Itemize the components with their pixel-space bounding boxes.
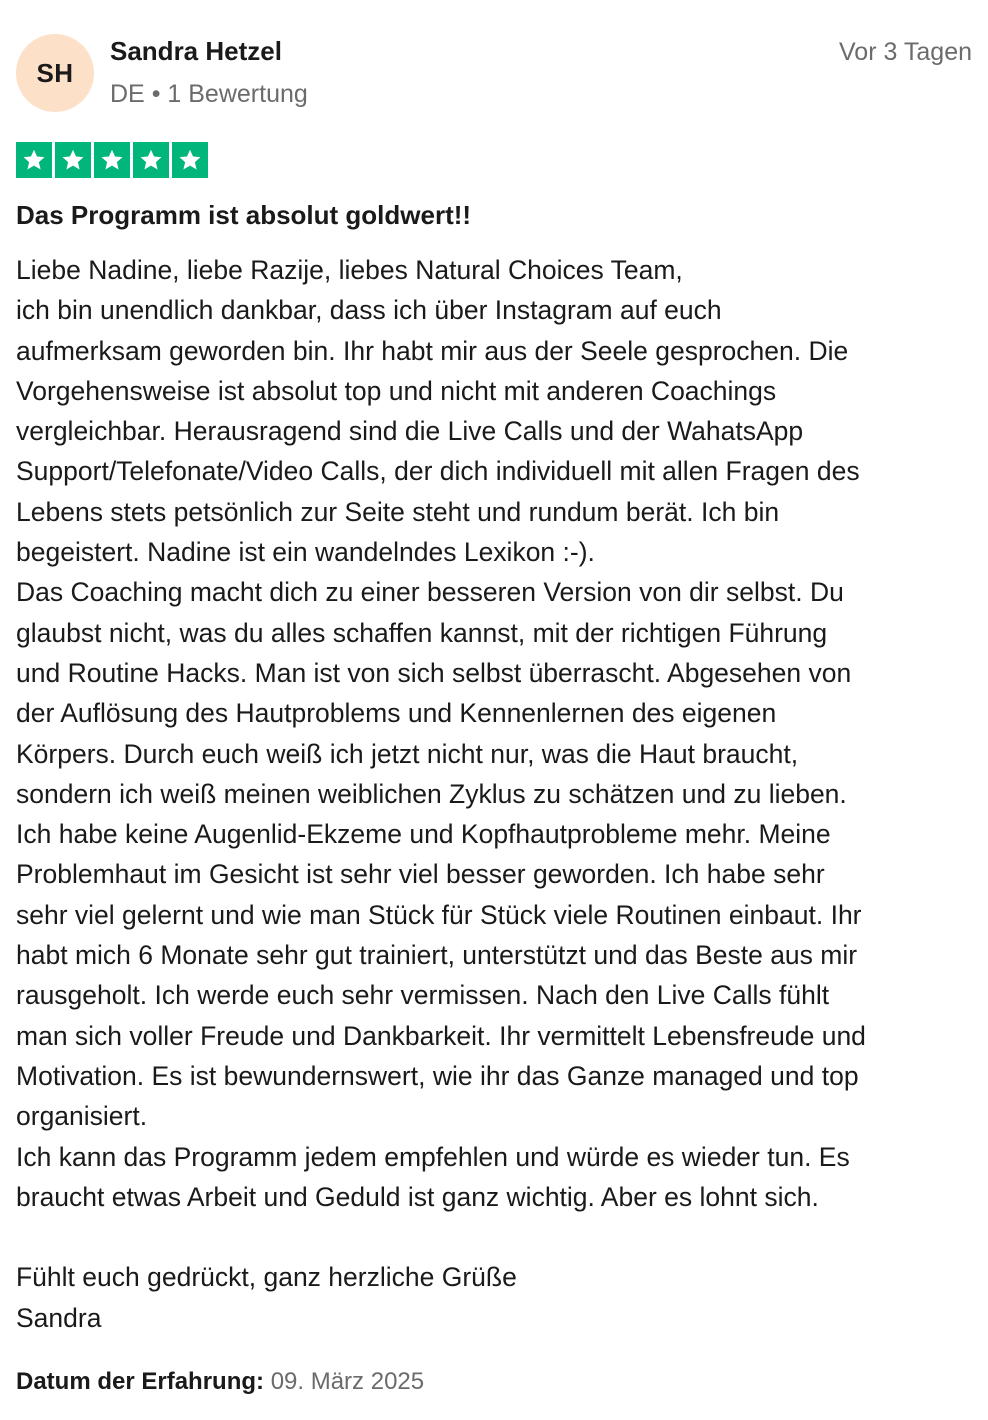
- review-title[interactable]: Das Programm ist absolut goldwert!!: [16, 200, 472, 230]
- review-body-line: begeistert. Nadine ist ein wandelndes Lexikon :-).: [16, 537, 595, 568]
- experience-date-value: 09. März 2025: [270, 1368, 425, 1395]
- star-rating: [16, 142, 208, 178]
- review-body-line: rausgeholt. Ich werde euch sehr vermissen. Nach den Live Calls fühlt: [16, 980, 830, 1011]
- review-body-line: organisiert.: [16, 1101, 148, 1132]
- review-body-line: Liebe Nadine, liebe Razije, liebes Natural Choices Team,: [16, 255, 683, 285]
- reviewer-country: DE: [110, 80, 145, 108]
- review-body-line: habt mich 6 Monate sehr gut trainiert, unterstützt und das Beste aus mir: [16, 940, 858, 971]
- star-icon: [16, 142, 52, 178]
- review-header: [16, 32, 972, 116]
- star-icon: [172, 142, 208, 178]
- review-body: [16, 250, 976, 1338]
- avatar[interactable]: SH: [16, 34, 94, 112]
- meta-separator: •: [151, 80, 161, 108]
- reviewer-review-count: 1 Bewertung: [167, 80, 308, 108]
- star-icon: [94, 142, 130, 178]
- experience-date: [16, 1368, 424, 1396]
- review-body-line: Vorgehensweise ist absolut top und nicht mit anderen Coachings: [16, 375, 777, 406]
- review-body-line: vergleichbar. Herausragend sind die Live Calls und der WahatsApp: [16, 416, 804, 447]
- review-date: Vor 3 Tagen: [839, 38, 972, 66]
- review-body-line: ich bin unendlich dankbar, dass ich über Instagram auf euch: [16, 295, 722, 326]
- review-body-line: [16, 1217, 976, 1257]
- review-body-line: Problemhaut im Gesicht ist sehr viel besser geworden. Ich habe sehr: [16, 859, 825, 890]
- review-body-line: man sich voller Freude und Dankbarkeit. Ihr vermittelt Lebensfreude und: [16, 1020, 866, 1051]
- review-body-line: glaubst nicht, was du alles schaffen kannst, mit der richtigen Führung: [16, 617, 828, 648]
- review-body-line: braucht etwas Arbeit und Geduld ist ganz wichtig. Aber es lohnt sich.: [16, 1181, 819, 1212]
- review-body-line: Fühlt euch gedrückt, ganz herzliche Grüße: [16, 1262, 517, 1293]
- experience-date-label: Datum der Erfahrung:: [16, 1368, 265, 1395]
- review-body-line: der Auflösung des Hautproblems und Kennenlernen des eigenen: [16, 698, 777, 729]
- review-body-line: Ich habe keine Augenlid-Ekzeme und Kopfhautprobleme mehr. Meine: [16, 819, 831, 850]
- review-body-line: sondern ich weiß meinen weiblichen Zyklus zu schätzen und zu lieben.: [16, 778, 847, 809]
- review-body-line: Sandra: [16, 1302, 102, 1333]
- star-icon: [55, 142, 91, 178]
- review-body-line: Das Coaching macht dich zu einer besseren Version von dir selbst. Du: [16, 577, 844, 608]
- review-body-line: sehr viel gelernt und wie man Stück für Stück viele Routinen einbaut. Ihr: [16, 899, 862, 930]
- review-body-line: aufmerksam geworden bin. Ihr habt mir aus der Seele gesprochen. Die: [16, 335, 849, 366]
- review-body-line: Support/Telefonate/Video Calls, der dich individuell mit allen Fragen des: [16, 456, 860, 487]
- star-icon: [133, 142, 169, 178]
- review-body-line: Lebens stets petsönlich zur Seite steht und rundum berät. Ich bin: [16, 496, 780, 527]
- reviewer-meta: [110, 80, 308, 109]
- review-body-line: Motivation. Es ist bewundernswert, wie ihr das Ganze managed und top: [16, 1060, 859, 1091]
- reviewer-name[interactable]: Sandra Hetzel: [110, 36, 282, 66]
- review-body-line: Körpers. Durch euch weiß ich jetzt nicht nur, was die Haut braucht,: [16, 738, 799, 769]
- review-body-line: und Routine Hacks. Man ist von sich selbst überrascht. Abgesehen von: [16, 657, 852, 688]
- review-body-line: Ich kann das Programm jedem empfehlen und würde es wieder tun. Es: [16, 1141, 850, 1172]
